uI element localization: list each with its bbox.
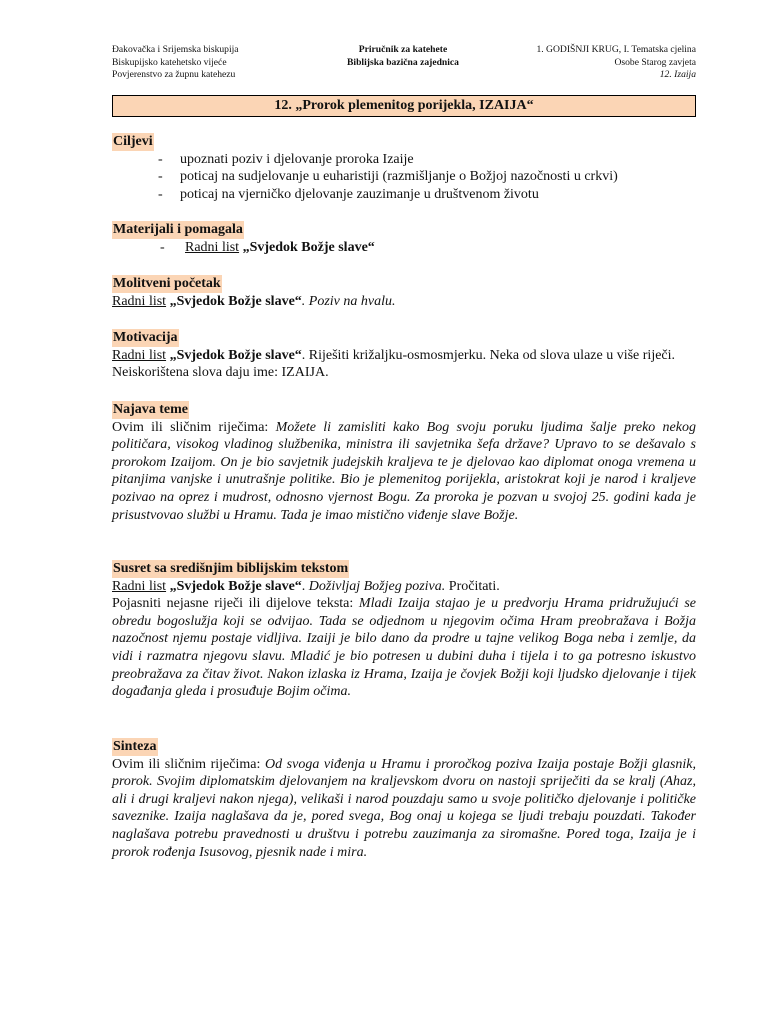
susret-italic: Doživljaj Božjeg poziva. bbox=[308, 578, 446, 594]
header-left-line-1: Đakovačka i Srijemska biskupija bbox=[112, 44, 239, 55]
motivacija-rest: . Riješiti križaljku-osmosmjerku. Neka od slova ulaze u više riječi. Neiskorištena slova daju ime: IZAIJA. bbox=[112, 347, 676, 381]
header-right-line-3: 12. Izaija bbox=[659, 69, 696, 80]
sinteza-text bbox=[112, 756, 696, 862]
header-right-line-2: Osobe Starog zavjeta bbox=[614, 56, 696, 68]
susret-sep: . bbox=[301, 578, 309, 594]
susret-body: Mladi Izaija stajao je u predvorju Hrama pridružujući se obredu bogoslužja koji se odvijao. Tada se odjednom u njegovim očima Hram preobražava i Božja nazočnost njemu postaje vidljiva. Izaiji je bilo dano da prodre u tajne velikog Boga neba i zemlje, da vidi i razmatra njegovu slavu. Mladić je bio potresen u dubini duha i tijela i to ga potresno iskustvo preobražava za čitav život. Nakon izlaska iz Hrama, Izaija je čovjek Božji koji ljudsko djelovanje i tijek događanja gleda i prosuđuje Bojim očima. bbox=[112, 596, 696, 700]
susret-text bbox=[112, 595, 696, 701]
section-materijali bbox=[112, 221, 696, 256]
list-item: - Radni list „Svjedok Božje slave“ bbox=[160, 239, 375, 255]
list-item-text: poticaj na sudjelovanje u euharistiji (razmišljanje o Božjoj nazočnosti u crkvi) bbox=[180, 169, 618, 185]
header-left bbox=[112, 44, 239, 82]
header-center bbox=[308, 44, 498, 69]
worksheet-title: „Svjedok Božje slave“ bbox=[242, 239, 375, 255]
sinteza-body: Od svoga viđenja u Hramu i proročkog poziva Izaija postaje Božji glasnik, prorok. Svojim diplomatskim djelovanjem na kraljevskom dvoru on nastoji spriječiti da se kralj (Ahaz, ali i drugi kraljevi nakon njega), velikaši i narod pouzdaju samo u svoje političko djelovanje i političke saveznike. Izaija naglašava da je, pored svega, Bog onaj u kojega se ljudi trebaju pouzdati. Također naglašava potrebu pravednosti u društvu i potrebu zauzimanja za siromašne. Pored toga, Izaija je i prorok rođenja Isusovog, pjesnik nade i mira. bbox=[112, 756, 697, 860]
list-item-text: upoznati poziv i djelovanje proroka Izaije bbox=[180, 151, 414, 167]
radni-list-link: Radni list bbox=[112, 578, 167, 594]
materijali-list bbox=[112, 239, 696, 257]
motivacija-text bbox=[112, 347, 696, 382]
najava-text bbox=[112, 419, 696, 525]
section-najava bbox=[112, 401, 696, 524]
list-item: - poticaj na sudjelovanje u euharistiji (razmišljanje o Božjoj nazočnosti u crkvi) bbox=[158, 169, 618, 185]
worksheet-title: „Svjedok Božje slave“ bbox=[169, 293, 302, 309]
sinteza-lead: Ovim ili sličnim riječima: bbox=[112, 756, 265, 772]
najava-body: Možete li zamisliti kako Bog svoju poruku ljudima šalje preko nekog političara, visokog vladinog službenika, ministra ili savjetnika šefa države? Upravo to se dešavalo s prorokom Izaijom. On je bio savjetnik judejskih kraljeva te je djelovao kao diplomat onoga vremena u pitanjima vanjske i unutrašnje politike. Bio je plemenitog porijekla, aristokrat koji je narod i kraljeve pozivao na oprez i mudrost, odnosno vjernost Bogu. Za proroka je pozvan u svojoj 25. godini kada je prisustvovao službi u Hramu. Tada je imao mistično viđenje slave Božje. bbox=[112, 419, 696, 523]
ciljevi-list bbox=[112, 151, 696, 204]
molitveni-text bbox=[112, 293, 696, 311]
radni-list-link: Radni list bbox=[112, 347, 167, 363]
radni-list-link: Radni list bbox=[112, 293, 167, 309]
section-motivacija bbox=[112, 329, 696, 382]
section-heading-susret: Susret sa središnjim biblijskim tekstom bbox=[113, 561, 349, 576]
section-heading-sinteza: Sinteza bbox=[113, 739, 157, 754]
susret-tail: Pročitati. bbox=[445, 578, 500, 594]
section-heading-najava: Najava teme bbox=[113, 402, 189, 417]
list-item-text: poticaj na vjerničko djelovanje zauzimanje u društvenom životu bbox=[180, 186, 539, 202]
najava-lead: Ovim ili sličnim riječima: bbox=[112, 419, 276, 435]
worksheet-title: „Svjedok Božje slave“ bbox=[169, 347, 302, 363]
section-molitveni bbox=[112, 275, 696, 310]
section-heading-materijali: Materijali i pomagala bbox=[113, 222, 243, 237]
header-left-line-2: Biskupijsko katehetsko vijeće bbox=[112, 56, 227, 68]
section-heading-ciljevi: Ciljevi bbox=[113, 134, 153, 149]
molitveni-rest: . Poziv na hvalu. bbox=[301, 293, 396, 309]
susret-lead: Pojasniti nejasne riječi ili dijelove teksta: bbox=[112, 596, 359, 612]
worksheet-title: „Svjedok Božje slave“ bbox=[169, 578, 302, 594]
header-left-line-3: Povjerenstvo za župnu katehezu bbox=[112, 69, 236, 80]
list-item: - poticaj na vjerničko djelovanje zauzimanje u društvenom životu bbox=[158, 186, 539, 202]
header-right-line-1: 1. GODIŠNJI KRUG, I. Tematska cjelina bbox=[536, 44, 696, 55]
section-sinteza bbox=[112, 738, 696, 861]
section-ciljevi bbox=[112, 133, 696, 203]
header-center-line-2: Biblijska bazična zajednica bbox=[347, 56, 459, 68]
list-item: - upoznati poziv i djelovanje proroka Izaije bbox=[158, 151, 414, 167]
susret-intro bbox=[112, 578, 696, 596]
header-right bbox=[536, 44, 696, 82]
header-center-line-1: Priručnik za katehete bbox=[358, 44, 448, 55]
section-heading-molitveni: Molitveni početak bbox=[113, 276, 221, 291]
lesson-title: 12. „Prorok plemenitog porijekla, IZAIJA“ bbox=[112, 95, 696, 117]
section-heading-motivacija: Motivacija bbox=[113, 330, 178, 345]
section-susret bbox=[112, 560, 696, 701]
radni-list-link: Radni list bbox=[185, 239, 240, 255]
